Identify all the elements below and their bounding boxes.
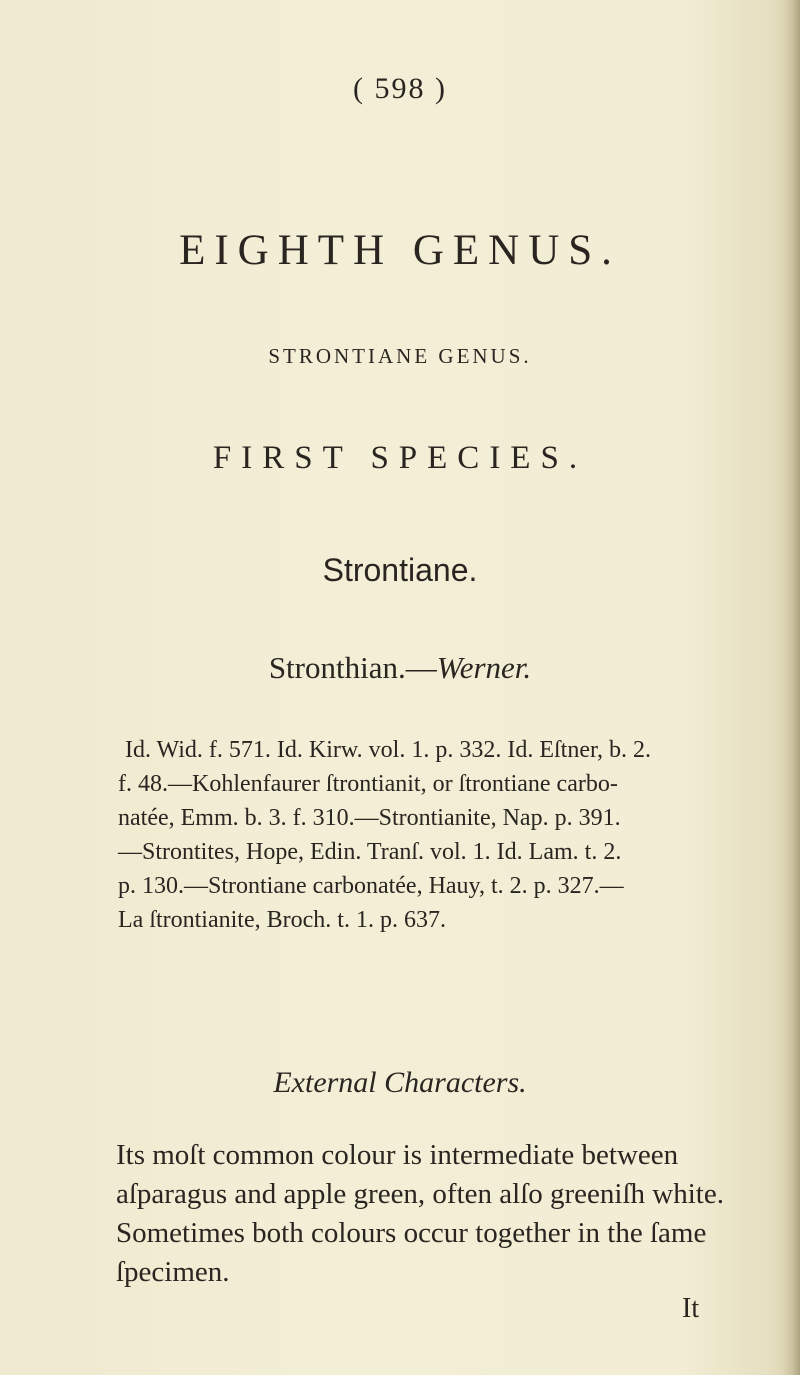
reference-line: p. 130.—Strontiane carbonatée, Hauy, t. 2. p. 327.— — [118, 873, 624, 899]
species-name: Strontiane. — [322, 552, 478, 588]
reference-line: Id. Wid. f. 571. Id. Kirw. vol. 1. p. 332. Id. Eſtner, b. 2. — [125, 737, 652, 763]
reference-line: natée, Emm. b. 3. f. 310.—Strontianite, Nap. p. 391. — [118, 805, 621, 831]
reference-line: La ſtrontianite, Broch. t. 1. p. 637. — [118, 907, 446, 933]
genus-heading: EIGHTH GENUS. — [179, 227, 621, 274]
synonym-name: Stronthian.— — [268, 650, 437, 685]
body-line: Its moſt common colour is intermediate between — [116, 1139, 679, 1171]
reference-line: —Strontites, Hope, Edin. Tranſ. vol. 1. Id. Lam. t. 2. — [118, 839, 622, 865]
body-line: Sometimes both colours occur together in the ſame — [116, 1217, 707, 1249]
synonym-line — [0, 650, 800, 686]
synonym-author: Werner. — [436, 650, 532, 685]
subgenus-heading: STRONTIANE GENUS. — [268, 344, 532, 368]
body-line: aſparagus and apple green, often alſo greeniſh white. — [116, 1178, 724, 1210]
section-heading: External Characters. — [273, 1066, 527, 1099]
body-paragraph — [116, 1136, 736, 1292]
page-number: ( 598 ) — [353, 72, 447, 105]
catchword: It — [682, 1293, 700, 1324]
reference-line: f. 48.—Kohlenfaurer ſtrontianit, or ſtrontiane carbo- — [118, 771, 618, 797]
species-heading: FIRST SPECIES. — [212, 440, 588, 476]
references-block — [118, 733, 714, 937]
body-line: ſpecimen. — [116, 1256, 230, 1288]
page-edge-shadow — [782, 0, 800, 1375]
